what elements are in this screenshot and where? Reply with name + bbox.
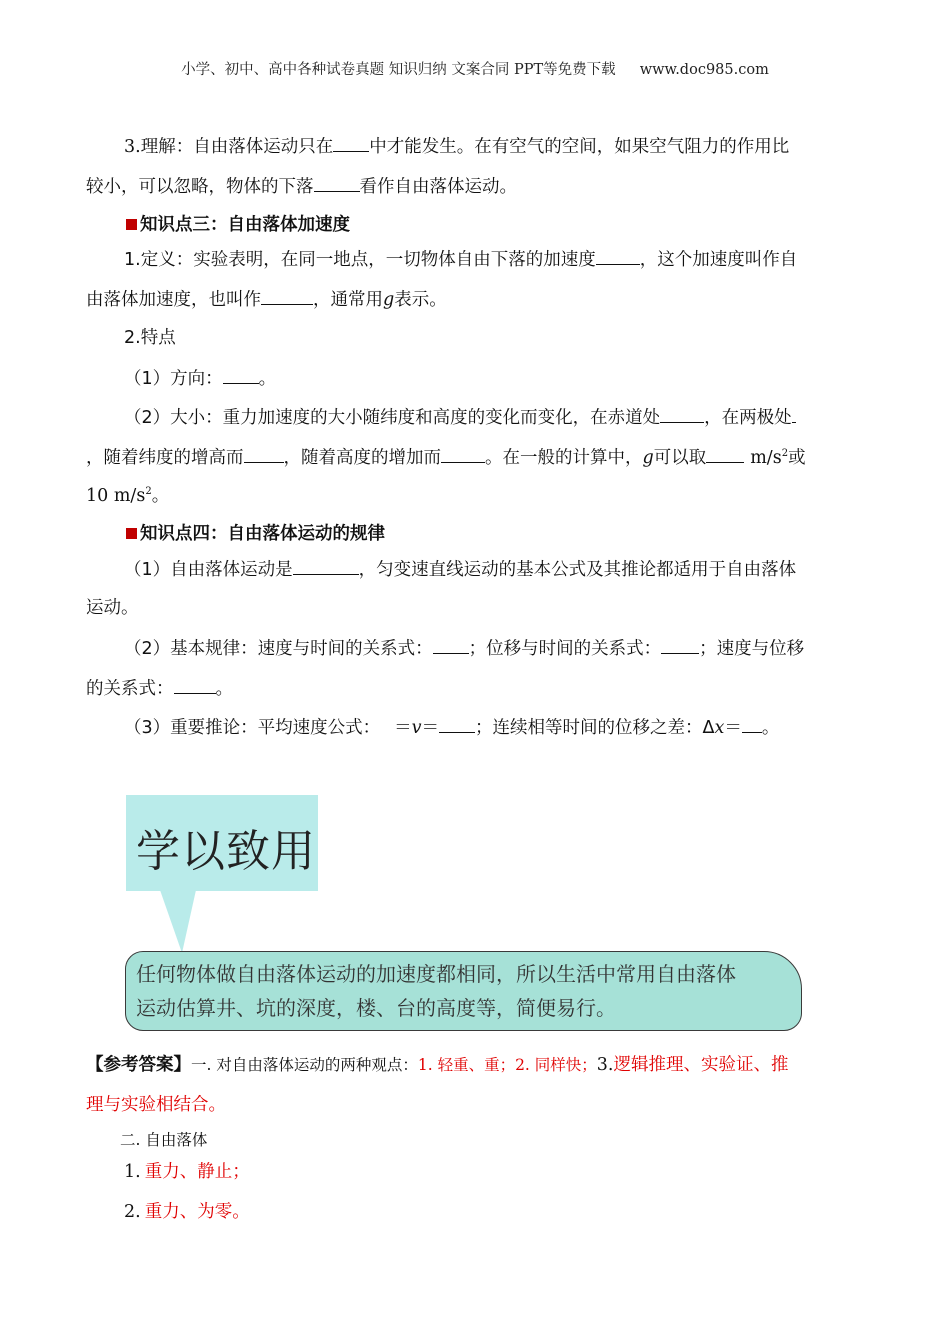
red-square-icon [126, 528, 137, 539]
law2-line2: 的关系式： 。 [86, 675, 233, 702]
answer-line1: 【参考答案】一. 对自由落体运动的两种观点：1. 轻重、重；2. 同样快；3.逻辑推理、实验证、推 [86, 1055, 789, 1075]
blank [596, 246, 640, 265]
answer-l1: 1. 重力、静止； [124, 1162, 250, 1182]
answer-l2: 2. 重力、为零。 [124, 1202, 250, 1222]
blank [174, 675, 216, 694]
blank [244, 444, 284, 463]
item3-line2: 较小，可以忽略，物体的下落 看作自由落体运动。 [86, 173, 517, 200]
blank [742, 714, 762, 733]
def-line2: 由落体加速度，也叫作 ，通常用g表示。 [86, 286, 447, 313]
blank [706, 444, 744, 463]
callout-title-box [126, 795, 318, 891]
size-line2: ，随着纬度的增高而 ，随着高度的增加而 。在一般的计算中，g可以取 $m/s^2$或 [86, 444, 806, 471]
features-title: 2.特点 [124, 328, 176, 348]
blank [439, 714, 475, 733]
red-square-icon [126, 219, 137, 230]
blank [792, 404, 796, 423]
section4-heading: 知识点四：自由落体运动的规律 [126, 521, 385, 547]
blank [314, 173, 360, 192]
blank [293, 556, 359, 575]
law2-line1: （2）基本规律：速度与时间的关系式： ；位移与时间的关系式： ；速度与位移 [124, 635, 804, 662]
size-line1: （2）大小：重力加速度的大小随纬度和高度的变化而变化，在赤道处 ，在两极处 [124, 404, 796, 431]
direction-line: （1）方向： 。 [124, 365, 276, 392]
callout-box [125, 951, 802, 1031]
blank [223, 365, 259, 384]
law1-line1: （1）自由落体运动是 ，匀变速直线运动的基本公式及其推论都适用于自由落体 [124, 556, 796, 583]
blank [441, 444, 485, 463]
header-site: www.doc985.com [639, 62, 769, 78]
blank [660, 404, 704, 423]
callout-title: 学以致用 [136, 826, 316, 877]
header-text: 小学、初中、高中各种试卷真题 知识归纳 文案合同 PPT等免费下载 [181, 62, 616, 78]
page-header [0, 58, 950, 79]
section3-heading: 知识点三：自由落体加速度 [126, 212, 350, 238]
callout-line1: 任何物体做自由落体运动的加速度都相同，所以生活中常用自由落体 [136, 962, 736, 986]
law1-line2: 运动。 [86, 598, 139, 618]
answer-line2: 理与实验相结合。 [86, 1095, 226, 1115]
answer-sec2: 二. 自由落体 [120, 1131, 208, 1149]
callout-line2: 运动估算井、坑的深度，楼、台的高度等，简便易行。 [136, 996, 616, 1020]
law3-line: （3）重要推论：平均速度公式： ＝v＝ ；连续相等时间的位移之差：Δx＝ 。 [124, 714, 779, 741]
item3-line1: 3.理解：自由落体运动只在 中才能发生。在有空气的空间，如果空气阻力的作用比 [124, 133, 789, 160]
blank [661, 635, 699, 654]
blank [261, 286, 313, 305]
blank [333, 133, 369, 152]
size-line3: 10 $m/s^2$。 [86, 486, 170, 506]
blank [433, 635, 469, 654]
def-line1: 1.定义：实验表明，在同一地点，一切物体自由下落的加速度 ，这个加速度叫作自 [124, 246, 797, 273]
